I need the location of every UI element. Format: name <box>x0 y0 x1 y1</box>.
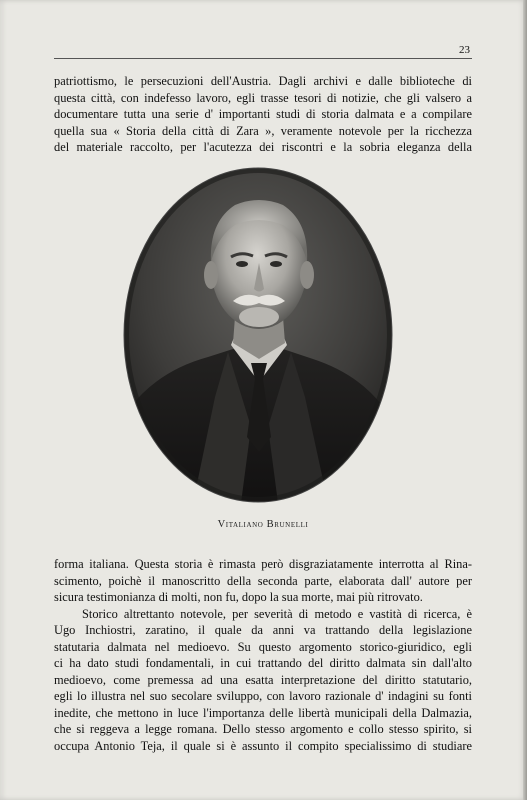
bottom-text <box>54 556 472 754</box>
top-paragraph <box>54 73 472 156</box>
text-line: ci ha dato studi fondamentali, in cui trattando del diritto dalmata sin dall'alto <box>54 656 472 670</box>
text-line: scimento, poichè il manoscritto della seconda parte, elaborata dall' autore per <box>54 573 472 588</box>
caption-text: Vitaliano Brunelli <box>217 519 309 530</box>
text-line: del materiale raccolto, per l'acutezza dei riscontri e la sobria eleganza della <box>54 140 472 154</box>
text-line: occupa Antonio Teja, il quale si è assunto il compito specialissimo di studiare <box>54 738 472 753</box>
figure-caption <box>54 519 472 530</box>
page-number: 23 <box>459 44 470 56</box>
page-header <box>54 44 474 60</box>
text-line: egli lo illustra nel suo secolare sviluppo, con lavoro razionale d' indagini su fonti <box>54 689 472 703</box>
text-line: inedite, che mettono in luce l'importanza delle libertà municipali della Dalmazia, <box>54 705 472 720</box>
text-line: che si reggeva a legge romana. Dello stesso argomento e collo stesso spirito, si <box>54 722 472 736</box>
text-line: medioevo, come premessa ad una esatta interpretazione del diritto statutario, <box>54 672 472 687</box>
text-line: statutaria dalmata nel medioevo. Su questo argomento storico-giuridico, egli <box>54 639 472 654</box>
text-line: questa città, con indefesso lavoro, egli trasse tesori di notizie, che gli valsero a <box>54 90 472 105</box>
portrait-figure <box>123 167 393 503</box>
text-line: quella sua « Storia della città di Zara », veramente notevole per la ricchezza <box>54 123 472 138</box>
text-line: documentare tutta una serie d' importanti studi di storia dalmata e a compilare <box>54 107 472 121</box>
portrait-photograph <box>123 167 393 503</box>
text-line: Ugo Inchiostri, zaratino, il quale da anni va trattando della legislazione <box>54 623 472 637</box>
text-line: patriottismo, le persecuzioni dell'Austria. Dagli archivi e dalle biblioteche di <box>54 74 472 88</box>
page-edge <box>523 0 527 800</box>
text-line: Storico altrettanto notevole, per severità di metodo e vastità di ricerca, è <box>82 606 472 621</box>
text-line: forma italiana. Questa storia è rimasta però disgraziatamente interrotta al Rina- <box>54 557 472 571</box>
text-line: sicura testimonianza di molti, non fu, dopo la sua morte, mai più ritrovato. <box>54 590 423 604</box>
header-rule <box>54 58 472 59</box>
